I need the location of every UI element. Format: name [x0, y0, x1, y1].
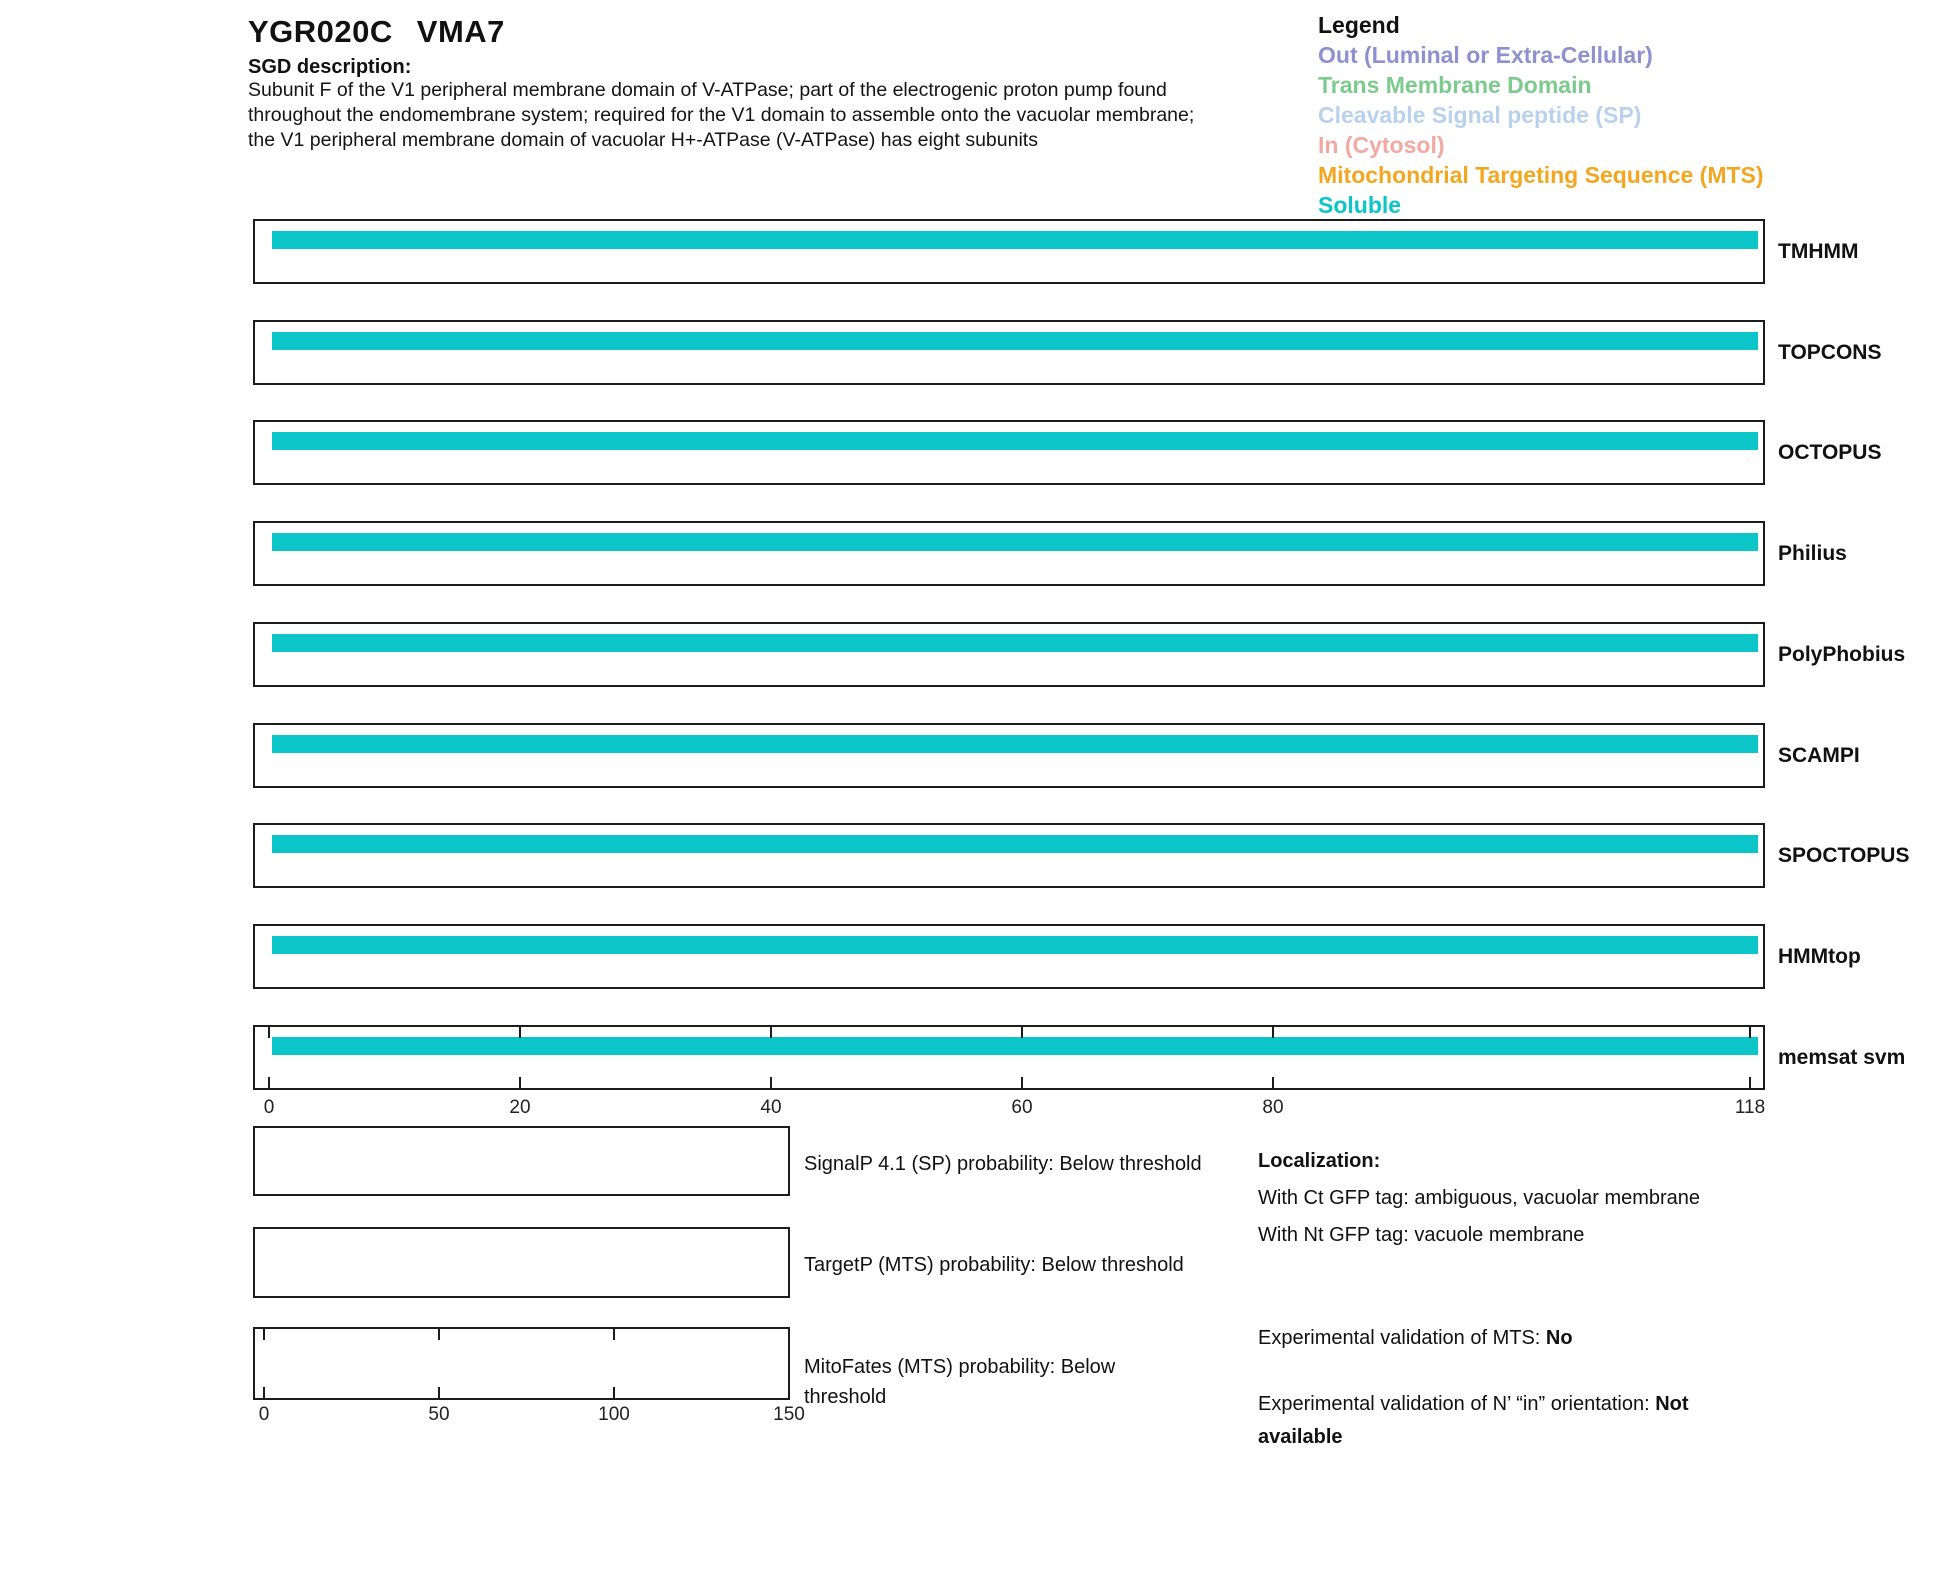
- track-label-hmmtop: HMMtop: [1778, 945, 1861, 968]
- localization-ct-gfp: With Ct GFP tag: ambiguous, vacuolar membrane: [1258, 1187, 1701, 1209]
- mitofates-axis-tick-label: 100: [598, 1404, 630, 1425]
- prediction-bar-polyphobius-soluble: [272, 634, 1758, 652]
- localization-nt-gfp: With Nt GFP tag: vacuole membrane: [1258, 1224, 1585, 1246]
- track-label-polyphobius: PolyPhobius: [1778, 643, 1906, 666]
- track-label-spoctopus: SPOCTOPUS: [1778, 844, 1910, 867]
- probability-panel-label-mitofates-mts-: MitoFates (MTS) probability: Below threshold: [804, 1356, 1116, 1408]
- residue-axis-tick: [519, 1027, 521, 1038]
- track-label-topcons: TOPCONS: [1778, 341, 1882, 364]
- legend-title: Legend: [1318, 12, 1400, 38]
- prediction-bar-hmmtop-soluble: [272, 936, 1758, 954]
- track-label-tmhmm: TMHMM: [1778, 240, 1859, 263]
- prediction-track-box-topcons: [253, 320, 1765, 385]
- prediction-bar-memsat-svm-soluble: [272, 1037, 1758, 1055]
- probability-panel-label-targetp-mts-: TargetP (MTS) probability: Below threshold: [804, 1254, 1184, 1276]
- legend-item-cleavable-signal-peptide-sp-: Cleavable Signal peptide (SP): [1318, 102, 1642, 128]
- residue-axis-tick-label: 20: [509, 1097, 531, 1118]
- probability-panel-box-mitofates-mts-: [253, 1327, 790, 1400]
- residue-axis-tick: [519, 1077, 521, 1088]
- prediction-track-box-scampi: [253, 723, 1765, 788]
- track-label-scampi: SCAMPI: [1778, 744, 1860, 767]
- residue-axis-tick: [268, 1077, 270, 1088]
- mts-validation-text: Experimental validation of MTS:: [1258, 1327, 1546, 1349]
- gene-id: YGR020C: [248, 14, 393, 49]
- mts-validation: [1258, 1322, 1573, 1355]
- residue-axis-tick: [268, 1027, 270, 1038]
- prediction-bar-scampi-soluble: [272, 735, 1758, 753]
- prediction-bar-philius-soluble: [272, 533, 1758, 551]
- residue-axis-tick: [1749, 1027, 1751, 1038]
- prediction-bar-topcons-soluble: [272, 332, 1758, 350]
- track-label-octopus: OCTOPUS: [1778, 441, 1882, 464]
- prediction-track-box-memsat-svm: [253, 1025, 1765, 1090]
- track-label-philius: Philius: [1778, 542, 1847, 565]
- prediction-track-box-hmmtop: [253, 924, 1765, 989]
- residue-axis-tick-label: 40: [760, 1097, 782, 1118]
- track-label-memsat-svm: memsat svm: [1778, 1046, 1906, 1069]
- residue-axis-tick-label: 60: [1011, 1097, 1033, 1118]
- prediction-track-box-polyphobius: [253, 622, 1765, 687]
- residue-axis-tick-label: 80: [1262, 1097, 1284, 1118]
- mitofates-axis-tick: [263, 1387, 265, 1398]
- mitofates-axis-tick: [438, 1329, 440, 1340]
- sgd-description-label: SGD description:: [248, 56, 412, 78]
- residue-axis-tick: [1021, 1027, 1023, 1038]
- nin-validation-value: available: [1258, 1426, 1343, 1448]
- mitofates-axis-tick-label: 50: [428, 1404, 450, 1425]
- residue-axis-tick-label: 0: [263, 1097, 275, 1118]
- residue-axis-tick: [770, 1027, 772, 1038]
- legend-item-out-luminal-or-extra-cellular-: Out (Luminal or Extra-Cellular): [1318, 42, 1653, 68]
- sgd-description-line: Subunit F of the V1 peripheral membrane domain of V-ATPase; part of the electrogenic proton pump found: [248, 79, 1167, 101]
- localization-title: Localization:: [1258, 1150, 1381, 1172]
- legend: [1318, 10, 1764, 220]
- mitofates-axis-tick: [263, 1329, 265, 1340]
- legend-items: [1318, 40, 1764, 220]
- sgd-description-line: throughout the endomembrane system; required for the V1 domain to assemble onto the vacuolar membrane;: [248, 104, 1195, 126]
- prediction-bar-spoctopus-soluble: [272, 835, 1758, 853]
- residue-axis-tick: [1749, 1077, 1751, 1088]
- residue-axis-tick: [770, 1077, 772, 1088]
- sgd-description: [248, 78, 1194, 153]
- legend-item-trans-membrane-domain: Trans Membrane Domain: [1318, 72, 1592, 98]
- nin-validation-text: Experimental validation of N’ “in” orientation:: [1258, 1393, 1656, 1415]
- prediction-bar-tmhmm-soluble: [272, 231, 1758, 249]
- residue-axis-tick: [1021, 1077, 1023, 1088]
- mitofates-axis-tick: [613, 1387, 615, 1398]
- mts-validation-value: No: [1545, 1327, 1573, 1349]
- residue-axis-tick: [1272, 1077, 1274, 1088]
- residue-axis-tick-label: 118: [1734, 1097, 1766, 1118]
- mitofates-axis-tick: [438, 1387, 440, 1398]
- probability-panel-label-signalp-4-1-sp-: SignalP 4.1 (SP) probability: Below threshold: [804, 1153, 1202, 1175]
- residue-axis-tick: [1272, 1027, 1274, 1038]
- prediction-track-box-octopus: [253, 420, 1765, 485]
- mitofates-axis-tick-label: 150: [773, 1404, 805, 1425]
- probability-panel-box-targetp-mts-: [253, 1227, 790, 1298]
- nin-validation: [1258, 1388, 1689, 1454]
- prediction-track-box-philius: [253, 521, 1765, 586]
- legend-item-in-cytosol-: In (Cytosol): [1318, 132, 1445, 158]
- page-title: [248, 14, 505, 50]
- nin-validation-value: Not: [1655, 1393, 1689, 1415]
- legend-item-soluble: Soluble: [1318, 192, 1402, 218]
- prediction-bar-octopus-soluble: [272, 432, 1758, 450]
- mitofates-axis-tick-label: 0: [258, 1404, 270, 1425]
- legend-item-mitochondrial-targeting-sequence-mts-: Mitochondrial Targeting Sequence (MTS): [1318, 162, 1764, 188]
- mitofates-axis-tick: [613, 1329, 615, 1340]
- sgd-description-line: the V1 peripheral membrane domain of vacuolar H+-ATPase (V-ATPase) has eight subunits: [248, 129, 1038, 151]
- probability-panel-box-signalp-4-1-sp-: [253, 1126, 790, 1196]
- prediction-track-box-tmhmm: [253, 219, 1765, 284]
- prediction-track-box-spoctopus: [253, 823, 1765, 888]
- gene-name: VMA7: [416, 14, 505, 49]
